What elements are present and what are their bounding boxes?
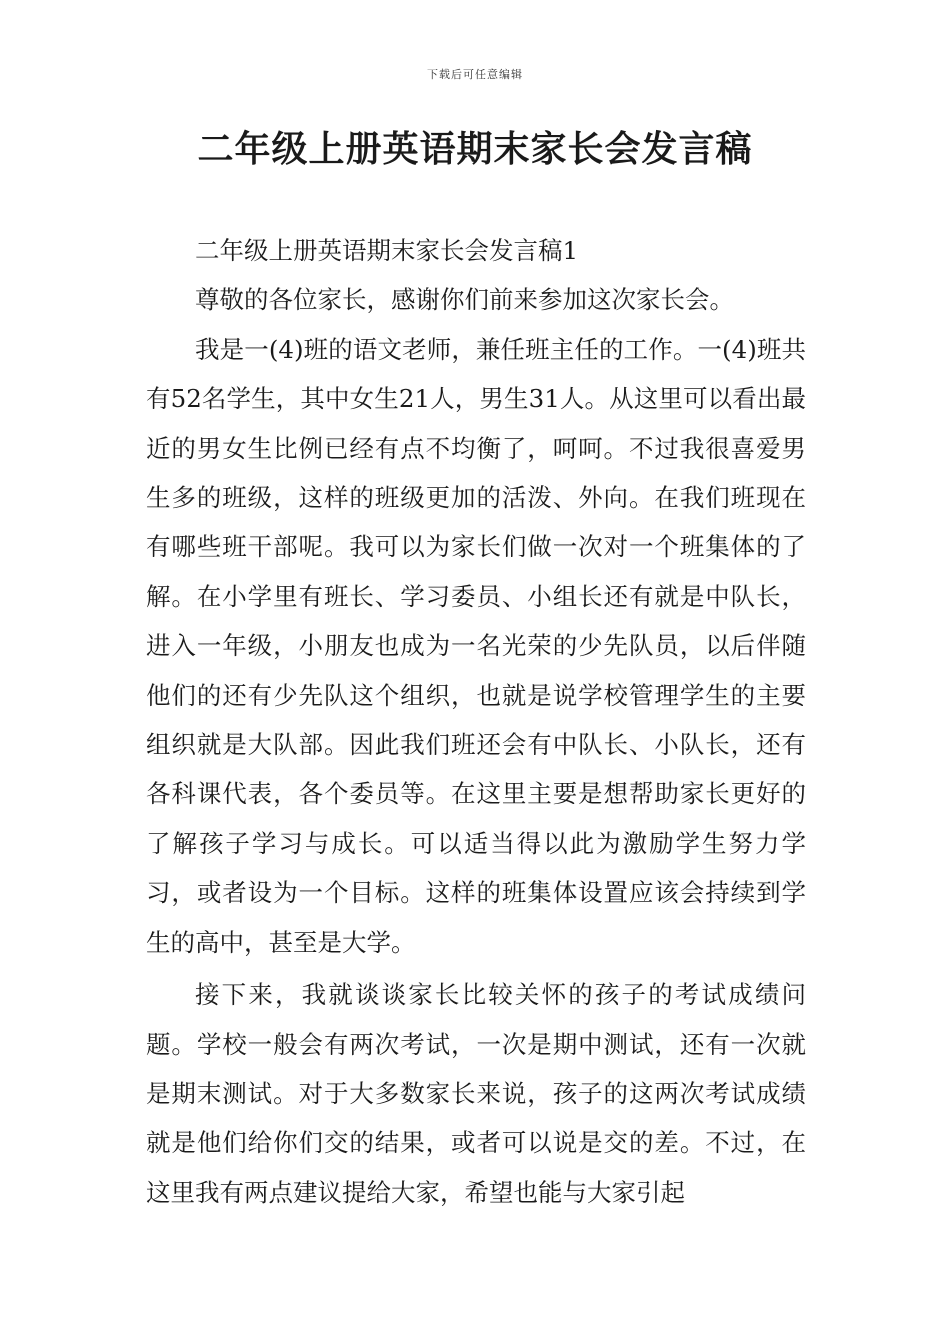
paragraph-class-intro: 我是一(4)班的语文老师，兼任班主任的工作。一(4)班共有52名学生，其中女生21人，男生31人。从这里可以看出最近的男女生比例已经有点不均衡了，呵呵。不过我很喜爱男生多的班级，这样的班级更加的活泼、外向。在我们班现在有哪些班干部呢。我可以为家长们做一次对一个班集体的了解。在小学里有班长、学习委员、小组长还有就是中队长，进入一年级，小朋友也成为一名光荣的少先队员，以后伴随他们的还有少先队这个组织，也就是说学校管理学生的主要组织就是大队部。因此我们班还会有中队长、小队长，还有各科课代表，各个委员等。在这里主要是想帮助家长更好的了解孩子学习与成长。可以适当得以此为激励学生努力学习，或者设为一个目标。这样的班集体设置应该会持续到学生的高中，甚至是大学。	[146, 334, 806, 957]
paragraph-greeting: 尊敬的各位家长，感谢你们前来参加这次家长会。	[195, 285, 734, 315]
header-note: 下载后可任意编辑	[427, 68, 523, 81]
document-body	[146, 226, 806, 1217]
document-title: 二年级上册英语期末家长会发言稿	[197, 129, 753, 170]
paragraph-exam-scores: 接下来，我就谈谈家长比较关怀的孩子的考试成绩问题。学校一般会有两次考试，一次是期中测试，还有一次就是期末测试。对于大多数家长来说，孩子的这两次考试成绩就是他们给你们交的结果，或者可以说是交的差。不过，在这里我有两点建议提给大家，希望也能与大家引起	[146, 980, 806, 1207]
section-heading: 二年级上册英语期末家长会发言稿1	[195, 236, 579, 265]
